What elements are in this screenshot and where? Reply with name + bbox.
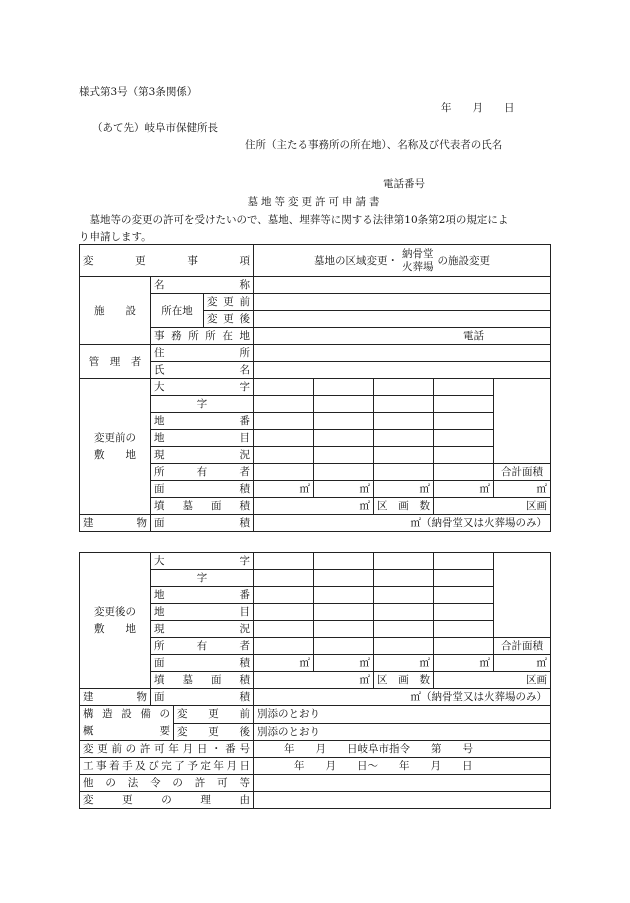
oaza-label: 大 字 bbox=[151, 379, 254, 396]
office-label: 事務所所在地 bbox=[151, 328, 254, 345]
total-area-label: 合計面積 bbox=[494, 464, 551, 481]
addressee: （あて先）岐阜市保健所長 bbox=[92, 122, 218, 134]
manager-address-field[interactable] bbox=[254, 345, 551, 362]
struct-before-label: 変 更 前 bbox=[174, 706, 254, 724]
location-after-label: 変更後 bbox=[204, 311, 254, 328]
chimoku-after-label: 地 目 bbox=[151, 604, 254, 621]
permit-label: 変更前の許可年月日・番号 bbox=[80, 741, 254, 758]
manager-address-label: 住 所 bbox=[151, 345, 254, 362]
location-before-field[interactable] bbox=[254, 294, 551, 311]
chiban-label: 地 番 bbox=[151, 413, 254, 430]
section-count-field[interactable]: 区画 bbox=[434, 498, 551, 515]
aza-label: 字 bbox=[151, 396, 254, 413]
facility-name-field[interactable] bbox=[254, 277, 551, 294]
struct-after-label: 変 更 後 bbox=[174, 723, 254, 741]
total-area-blank bbox=[494, 379, 551, 464]
site-after-label: 変更後の 敷 地 bbox=[80, 553, 151, 689]
building-area-field[interactable]: ㎡（納骨堂又は火葬場のみ） bbox=[254, 515, 551, 532]
schedule-field[interactable]: 年 月 日〜 年 月 日 bbox=[254, 758, 551, 775]
application-table-before: 変 更 事 項 墓地の区域変更・ 納骨堂 火葬場 の施設変更 施 設 名 称 所在地 変更前 変更後 事務所所在地 電話 管 理 者 住 所 氏 名 変更前の 敷 地 大 字 字 地 番 地 目 現 況 所 有 者 合計面積 面 積 ㎡ ㎡ ㎡ ㎡ ㎡ 墳 墓 面 積 ㎡ 区画数 区画 建 物 面 積 ㎡（納骨堂又は火葬場のみ） bbox=[79, 244, 551, 532]
aza-after-label: 字 bbox=[151, 570, 254, 587]
applicant-line: 住所（主たる事務所の所在地）、名称及び代表者の氏名 bbox=[245, 139, 503, 151]
location-before-label: 変更前 bbox=[204, 294, 254, 311]
date-line: 年 月 日 bbox=[441, 102, 515, 114]
manager-name-field[interactable] bbox=[254, 362, 551, 379]
location-after-field[interactable] bbox=[254, 311, 551, 328]
genkyo-after-label: 現 況 bbox=[151, 621, 254, 638]
other-law-label: 他の法令の許可等 bbox=[80, 775, 254, 792]
other-law-field[interactable] bbox=[254, 775, 551, 792]
grave-area-label: 墳 墓 面 積 bbox=[151, 498, 254, 515]
grave-area-field[interactable]: ㎡ bbox=[254, 498, 374, 515]
office-field[interactable]: 電話 bbox=[254, 328, 551, 345]
intro-line-1: 墓地等の変更の許可を受けたいので、墓地、埋葬等に関する法律第10条第2項の規定によ bbox=[79, 214, 509, 226]
manager-label: 管 理 者 bbox=[80, 345, 151, 379]
grave-area-after-label: 墳 墓 面 積 bbox=[151, 672, 254, 689]
struct-label: 構造設備の 概 要 bbox=[80, 706, 174, 741]
area-after-label: 面 積 bbox=[151, 655, 254, 672]
oaza-after-label: 大 字 bbox=[151, 553, 254, 570]
owner-label: 所 有 者 bbox=[151, 464, 254, 481]
area-label: 面 積 bbox=[151, 481, 254, 498]
form-number: 様式第3号（第3条関係） bbox=[79, 86, 198, 98]
chimoku-label: 地 目 bbox=[151, 430, 254, 447]
building-label: 建 物 bbox=[80, 515, 151, 532]
change-item-value: 墓地の区域変更・ 納骨堂 火葬場 の施設変更 bbox=[254, 245, 551, 277]
reason-label: 変 更 の 理 由 bbox=[80, 792, 254, 809]
intro-line-2: り申請します。 bbox=[79, 231, 152, 243]
struct-before-field[interactable]: 別添のとおり bbox=[254, 706, 551, 724]
chiban-after-label: 地 番 bbox=[151, 587, 254, 604]
genkyo-label: 現 況 bbox=[151, 447, 254, 464]
phone-label: 電話番号 bbox=[383, 178, 425, 190]
form-title: 墓地等変更許可申請書 bbox=[247, 196, 383, 208]
facility-label: 施 設 bbox=[80, 277, 151, 345]
facility-name-label: 名 称 bbox=[151, 277, 254, 294]
permit-field[interactable]: 年 月 日岐阜市指令 第 号 bbox=[254, 741, 551, 758]
manager-name-label: 氏 名 bbox=[151, 362, 254, 379]
building-area-label: 面 積 bbox=[151, 515, 254, 532]
application-table-after: 変更後の 敷 地 大 字 字 地 番 地 目 現 況 所 有 者 合計面積 面 積 ㎡ ㎡ ㎡ ㎡ ㎡ 墳 墓 面 積 ㎡ 区画数 区画 建 物 面 積 ㎡（納骨堂又は火葬場のみ） 構造設備の 概 要 変 更 前 別添のとおり 変 更 後 別添のとおり 変更前の許可年月日・番号 年 月 日岐阜市指令 第 号 工事着手及び完了予定年月日 年 月 日〜 年 月 日 他の法令の許可等 変 更 の 理 由 bbox=[79, 552, 551, 809]
change-item-label: 変 更 事 項 bbox=[80, 245, 254, 277]
site-before-label: 変更前の 敷 地 bbox=[80, 379, 151, 515]
reason-field[interactable] bbox=[254, 792, 551, 809]
location-label: 所在地 bbox=[151, 294, 204, 328]
owner-after-label: 所 有 者 bbox=[151, 638, 254, 655]
section-count-label: 区画数 bbox=[374, 498, 434, 515]
struct-after-field[interactable]: 別添のとおり bbox=[254, 723, 551, 741]
building-after-label: 建 物 bbox=[80, 689, 151, 706]
schedule-label: 工事着手及び完了予定年月日 bbox=[80, 758, 254, 775]
total-area-after-label: 合計面積 bbox=[494, 638, 551, 655]
